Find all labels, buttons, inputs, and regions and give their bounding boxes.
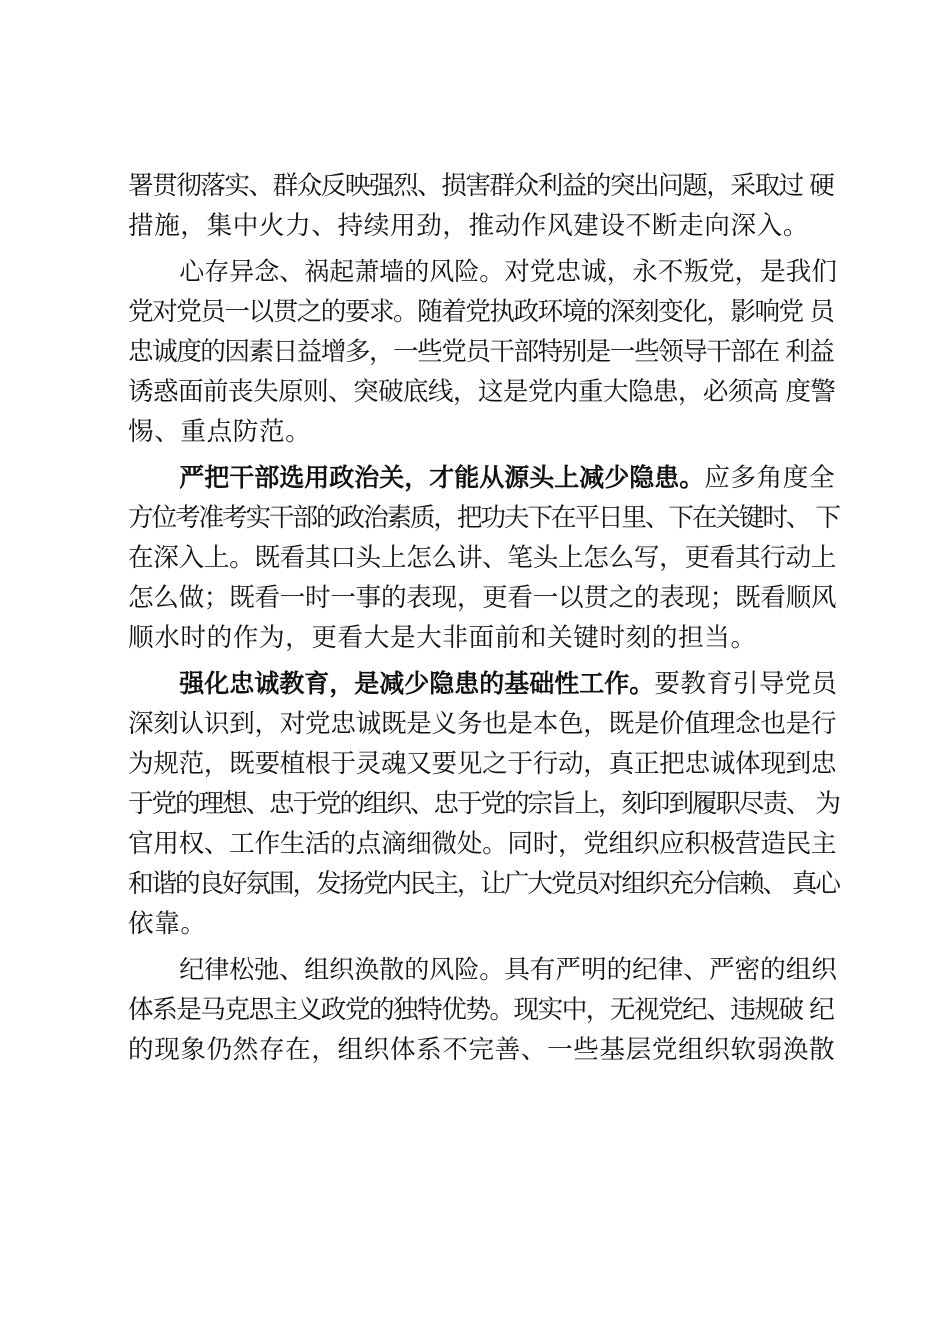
paragraph-4-line-6: 和谐的良好氛围，发扬党内民主，让广大党员对组织充分信赖、 真心 [128,869,839,899]
paragraph-4-line-1-text: 要教育引导党员 [654,669,838,699]
paragraph-3-line-4: 怎么做；既看一时一事的表现，更看一以贯之的表现；既看顺风 [128,583,837,613]
paragraph-2-line-1 [128,252,840,292]
paragraph-4-line-2: 深刻认识到，对党忠诚既是义务也是本色，既是价值理念也是行 [128,709,837,739]
paragraph-3-line-1 [128,458,840,498]
paragraph-4-line-4: 于党的理想、忠于党的组织、忠于党的宗旨上，刻印到履职尽责、 为 [128,789,839,819]
paragraph-5-heading: 纪律松弛、组织涣散的风险。 [179,955,505,984]
paragraph-3-line-5: 顺水时的作为，更看大是大非面前和关键时刻的担当。 [128,623,757,653]
paragraph-5 [128,950,840,1070]
paragraph-5-line-1 [128,950,840,990]
paragraph-3-line-1-text: 应多角度全 [704,463,836,493]
paragraph-2-line-2: 党对党员一以贯之的要求。随着党执政环境的深刻变化，影响党 员 [128,297,834,327]
paragraph-2-line-3: 忠诚度的因素日益增多，一些党员干部特别是一些领导干部在 利益 [128,337,834,367]
paragraph-1 [128,166,840,246]
paragraph-5-line-3: 的现象仍然存在，组织体系不完善、一些基层党组织软弱涣散 [128,1035,836,1065]
paragraph-1-line-1: 署贯彻落实、群众反映强烈、损害群众利益的突出问题，采取过 硬 [128,171,834,201]
paragraph-4-heading: 强化忠诚教育，是减少隐患的基础性工作。 [179,669,655,698]
paragraph-2-heading: 心存异念、祸起萧墙的风险。 [179,257,505,286]
paragraph-1-line-2: 措施，集中火力、持续用劲，推动作风建设不断走向深入。 [128,211,810,241]
paragraph-2-line-5: 惕、重点防范。 [128,417,312,447]
paragraph-3-heading: 严把干部选用政治关，才能从源头上减少隐患。 [179,463,705,492]
paragraph-2-line-4: 诱惑面前丧失原则、突破底线，这是党内重大隐患，必须高 度警 [128,377,836,407]
paragraph-5-line-1-text: 具有严明的纪律、严密的组织 [504,955,837,985]
paragraph-2 [128,252,840,452]
document-body [128,166,840,1070]
paragraph-3-line-2: 方位考准考实干部的政治素质，把功夫下在平日里、下在关键时、 下 [128,503,839,533]
paragraph-3-line-3: 在深入上。既看其口头上怎么讲、笔头上怎么写，更看其行动上 [128,543,837,573]
paragraph-4-line-5: 官用权、工作生活的点滴细微处。同时，党组织应积极营造民主 [128,829,837,859]
paragraph-2-line-1-text: 对党忠诚，永不叛党，是我们 [504,257,837,287]
paragraph-4 [128,664,840,944]
paragraph-4-line-1 [128,664,840,704]
paragraph-5-line-2: 体系是马克思主义政党的独特优势。现实中，无视党纪、违规破 纪 [128,995,834,1025]
paragraph-4-line-7: 依靠。 [128,909,207,939]
paragraph-4-line-3: 为规范，既要植根于灵魂又要见之于行动，真正把忠诚体现到忠 [128,749,837,779]
paragraph-3 [128,458,840,658]
